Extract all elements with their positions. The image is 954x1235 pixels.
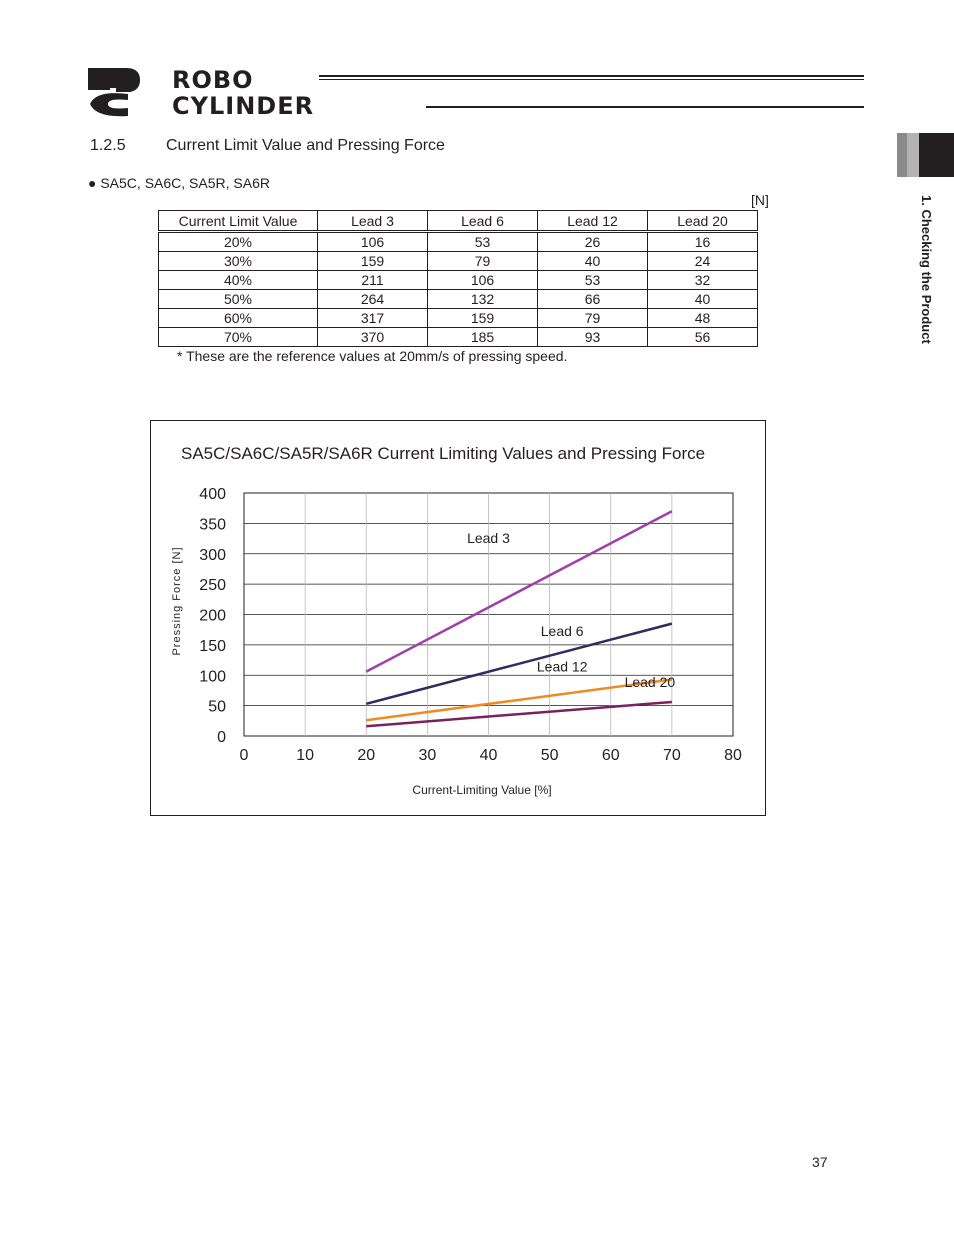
table-row: [159, 290, 758, 309]
section-number: 1.2.5: [90, 137, 126, 154]
header-rule-top-2: [319, 79, 864, 80]
table-cell: 48: [648, 309, 758, 328]
table-header: Lead 3: [318, 211, 428, 232]
table-cell: 26: [538, 232, 648, 252]
pressing-force-table: [158, 210, 758, 347]
chapter-tab-dark: [919, 133, 954, 177]
x-tick-label: 20: [357, 747, 376, 764]
table-cell: 24: [648, 252, 758, 271]
table-row: [159, 309, 758, 328]
chapter-side-text: 1. Checking the Product: [919, 195, 934, 344]
chapter-side-label: [918, 195, 938, 375]
table-cell: 159: [318, 252, 428, 271]
section-title: Current Limit Value and Pressing Force: [166, 137, 445, 154]
x-tick-label: 80: [724, 747, 742, 764]
table-cell: 106: [428, 271, 538, 290]
table-cell: 40: [538, 252, 648, 271]
y-tick-label: 350: [199, 516, 226, 534]
x-tick-label: 70: [662, 747, 681, 764]
table-cell: 40: [648, 290, 758, 309]
pressing-force-chart: [150, 420, 766, 816]
x-axis-label: Current-Limiting Value [%]: [412, 783, 552, 797]
y-axis-label: Pressing Force [N]: [171, 546, 183, 656]
table-cell: 53: [428, 232, 538, 252]
table-cell: 30%: [159, 252, 318, 271]
table-cell: 32: [648, 271, 758, 290]
table-header: Current Limit Value: [159, 211, 318, 232]
y-tick-label: 100: [199, 668, 226, 686]
table-cell: 66: [538, 290, 648, 309]
x-tick-label: 40: [479, 747, 498, 764]
x-tick-label: 30: [418, 747, 437, 764]
table-row: [159, 271, 758, 290]
unit-label: [N]: [751, 192, 769, 208]
table-cell: 185: [428, 328, 538, 347]
table-cell: 370: [318, 328, 428, 347]
chapter-tab-light: [907, 133, 919, 177]
robo-cylinder-logo: [86, 66, 426, 118]
models-line: ● SA5C, SA6C, SA5R, SA6R: [88, 175, 270, 191]
logo-text-robo: ROBO: [172, 66, 254, 94]
y-tick-label: 300: [199, 546, 226, 564]
x-tick-label: 50: [540, 747, 559, 764]
y-tick-label: 50: [208, 698, 226, 716]
table-cell: 79: [428, 252, 538, 271]
x-tick-label: 10: [296, 747, 315, 764]
table-row: [159, 252, 758, 271]
table-header: Lead 12: [538, 211, 648, 232]
table-cell: 70%: [159, 328, 318, 347]
table-cell: 53: [538, 271, 648, 290]
y-tick-label: 400: [199, 486, 226, 503]
table-cell: 40%: [159, 271, 318, 290]
table-cell: 159: [428, 309, 538, 328]
x-tick-label: 60: [601, 747, 620, 764]
series-line-lead-6: [366, 624, 672, 704]
table-cell: 20%: [159, 232, 318, 252]
page-number: 37: [812, 1154, 828, 1170]
table-cell: 16: [648, 232, 758, 252]
table-row: [159, 328, 758, 347]
table-cell: 56: [648, 328, 758, 347]
series-line-lead-3: [366, 511, 672, 671]
chart-title: SA5C/SA6C/SA5R/SA6R Current Limiting Values and Pressing Force: [181, 444, 706, 463]
series-label: Lead 12: [536, 658, 588, 675]
logo-text-cylinder: CYLINDER: [172, 92, 315, 118]
y-tick-label: 0: [217, 729, 226, 746]
table-header-row: [159, 211, 758, 232]
table-cell: 93: [538, 328, 648, 347]
table-row: [159, 232, 758, 252]
table-note: * These are the reference values at 20mm/s of pressing speed.: [177, 348, 568, 364]
header-rule-top-1: [319, 75, 864, 77]
table-cell: 60%: [159, 309, 318, 328]
table-cell: 211: [318, 271, 428, 290]
table-cell: 106: [318, 232, 428, 252]
y-tick-label: 150: [199, 637, 226, 655]
section-heading: [90, 137, 445, 155]
x-tick-label: 0: [239, 747, 249, 764]
series-label: Lead 20: [624, 673, 676, 690]
table-header: Lead 20: [648, 211, 758, 232]
series-label: Lead 6: [540, 622, 584, 639]
table-cell: 132: [428, 290, 538, 309]
y-tick-label: 250: [199, 577, 226, 595]
table-cell: 264: [318, 290, 428, 309]
table-cell: 50%: [159, 290, 318, 309]
table-header: Lead 6: [428, 211, 538, 232]
table-cell: 79: [538, 309, 648, 328]
table-cell: 317: [318, 309, 428, 328]
series-label: Lead 3: [467, 529, 510, 546]
y-tick-label: 200: [199, 607, 226, 625]
header-rule-bottom: [426, 106, 864, 108]
